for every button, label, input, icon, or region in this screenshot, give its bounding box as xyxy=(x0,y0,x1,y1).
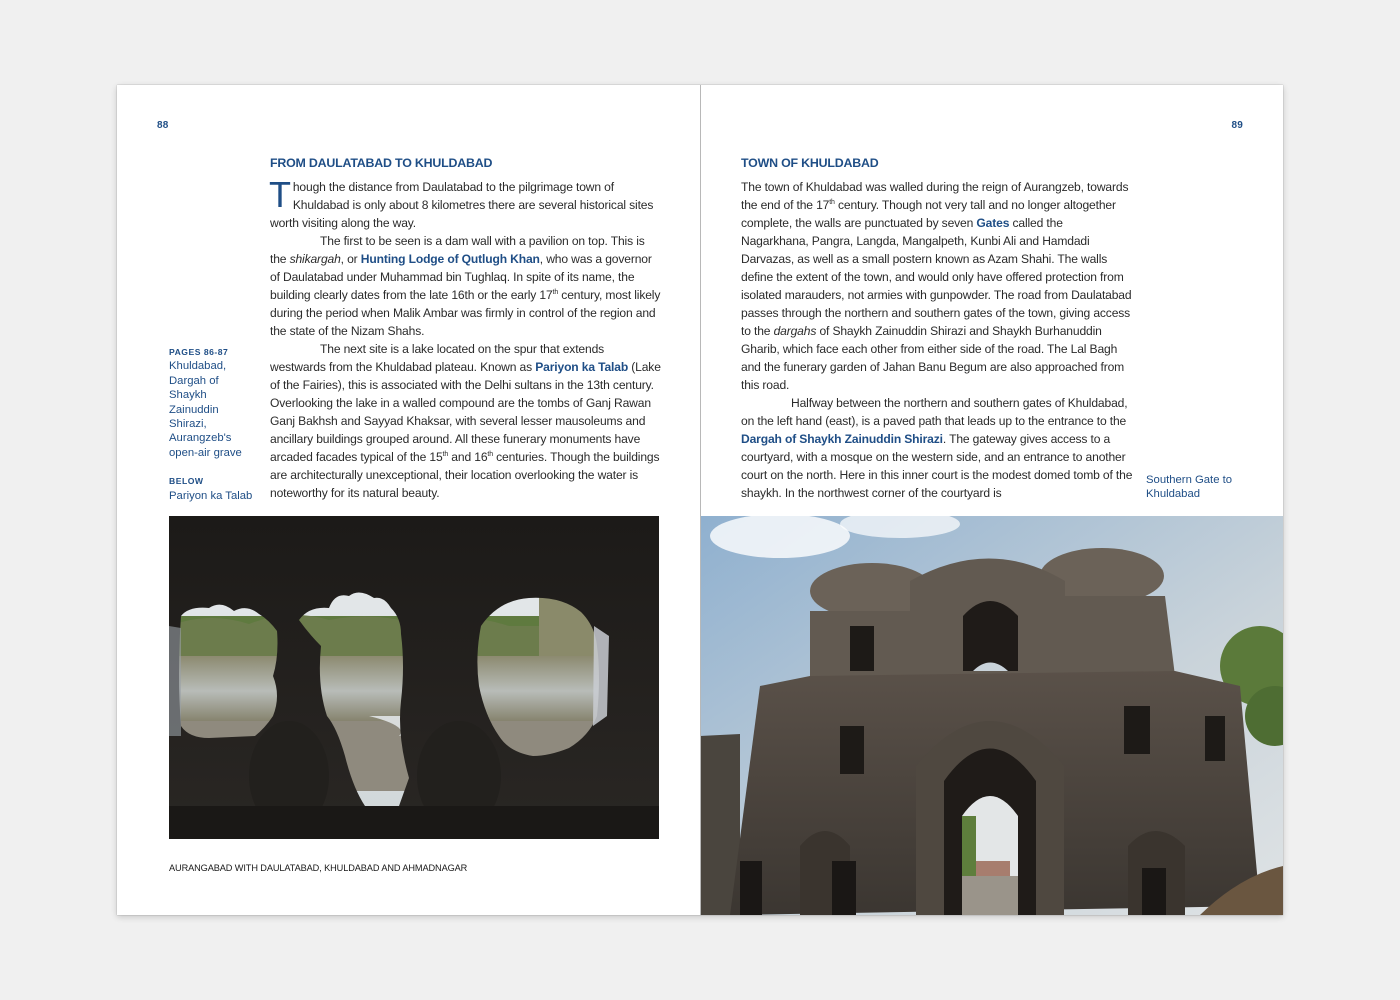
photo-caption-right: Southern Gate to Khuldabad xyxy=(1146,474,1233,501)
highlighted-site-name: Hunting Lodge of Qutlugh Khan xyxy=(360,252,540,266)
paragraph-text: of Shaykh Zainuddin Shirazi and Shaykh Burhanuddin Gharib, which face each other from either side of the road. The Lal Bagh and the funerary garden of Jahan Banu Begum are also approached from this road. xyxy=(741,324,1125,392)
paragraph-text: Halfway between the northern and southern gates of Khuldabad, on the left hand (east), is a paved path that leads up to the entrance to the xyxy=(741,396,1128,428)
spine-gutter xyxy=(700,85,701,915)
paragraph-text: and 16 xyxy=(448,450,488,464)
paragraph-text: The next site is a lake located on the spur that extends westwards from the Khuldabad plateau. Known as xyxy=(270,342,605,374)
paragraph xyxy=(270,340,662,502)
caption-text: Khuldabad, Dargah of Shaykh Zainuddin Shirazi, Aurangzeb's open-air grave xyxy=(169,360,242,459)
italic-term: shikargah xyxy=(289,252,341,266)
ordinal-superscript: th xyxy=(829,198,835,206)
right-page xyxy=(700,85,1283,915)
page-number-right: 89 xyxy=(1231,120,1243,131)
body-text-left xyxy=(269,174,662,502)
caption-label: PAGES 86-87 xyxy=(169,347,229,357)
highlighted-site-name: Pariyon ka Talab xyxy=(535,360,629,374)
lake-photo xyxy=(169,516,659,839)
body-text-right xyxy=(741,178,1133,502)
section-heading-right: TOWN OF KHULDABAD xyxy=(741,156,879,170)
highlighted-site-name: Gates xyxy=(976,216,1010,230)
ordinal-superscript: th xyxy=(552,288,559,296)
paragraph-text: centuries. Though the buildings are architecturally unexceptional, their location overlooking the water is noteworthy for its natural beauty. xyxy=(270,450,660,500)
paragraph xyxy=(741,178,1133,394)
paragraph xyxy=(270,232,662,340)
paragraph-text: century. Though not very tall and no longer altogether complete, the walls are punctuated by seven xyxy=(741,198,1116,230)
paragraph-text: , who was a governor of Daulatabad under Muhammad bin Tughlaq. In spite of its name, the building clearly dates from the late 16th or the early 17 xyxy=(270,252,652,302)
paragraph-text: called the Nagarkhana, Pangra, Langda, Mangalpeth, Kunbi Ali and Hamdadi Darvazas, as well as a small postern known as Azam Shahi. The walls define the extent of the town, and would only have offered protection from isolated marauders, not armies with gunpowder. The road from Daulatabad passes through the northern and southern gates of the town, giving access to the xyxy=(741,216,1132,338)
paragraph xyxy=(269,174,662,232)
caption-label: BELOW xyxy=(169,476,204,487)
paragraph-text: century, most likely during the period when Malik Ambar was firmly in control of the region and the state of the Nizam Shahs. xyxy=(270,288,661,338)
italic-term: dargahs xyxy=(773,324,817,338)
caption-text: Pariyon ka Talab xyxy=(169,489,253,502)
paragraph-text: (Lake of the Fairies), this is associated with the Delhi sultans in the 13th century. Overlooking the lake in a walled compound are the tombs of Ganj Rawan Ganj Bakhsh and Sayyad Khaksar, with several lesser mausoleums and ancillary buildings grouped around. All these funerary monuments have arcaded facades typical of the 15 xyxy=(270,360,661,464)
paragraph-text: , or xyxy=(340,252,361,266)
ordinal-superscript: th xyxy=(442,450,449,458)
book-spread xyxy=(117,85,1283,915)
paragraph-text: hough the distance from Daulatabad to the pilgrimage town of Khuldabad is only about 8 kilometres there are several historical sites worth visiting along the way. xyxy=(270,180,654,230)
running-footer: AURANGABAD WITH DAULATABAD, KHULDABAD AND AHMADNAGAR xyxy=(169,863,468,873)
paragraph-text: The first to be seen is a dam wall with a pavilion on top. This is the xyxy=(270,234,645,266)
paragraph-text: . The gateway gives access to a courtyard, with a mosque on the western side, and an entrance to another court on the north. Here in this inner court is the modest domed tomb of the shaykh. In the northwest corner of the courtyard is xyxy=(741,432,1133,500)
ordinal-superscript: th xyxy=(487,450,493,458)
drop-cap: T xyxy=(269,174,291,215)
paragraph xyxy=(741,394,1133,502)
gate-photo xyxy=(700,516,1283,915)
paragraph-text: The town of Khuldabad was walled during the reign of Aurangzeb, towards the end of the 17 xyxy=(741,180,1129,212)
left-page xyxy=(117,85,700,915)
sidebar-captions xyxy=(169,345,255,503)
page-number-left: 88 xyxy=(157,120,169,131)
highlighted-site-name: Dargah of Shaykh Zainuddin Shirazi xyxy=(741,432,943,446)
section-heading-left: FROM DAULATABAD TO KHULDABAD xyxy=(270,156,493,170)
